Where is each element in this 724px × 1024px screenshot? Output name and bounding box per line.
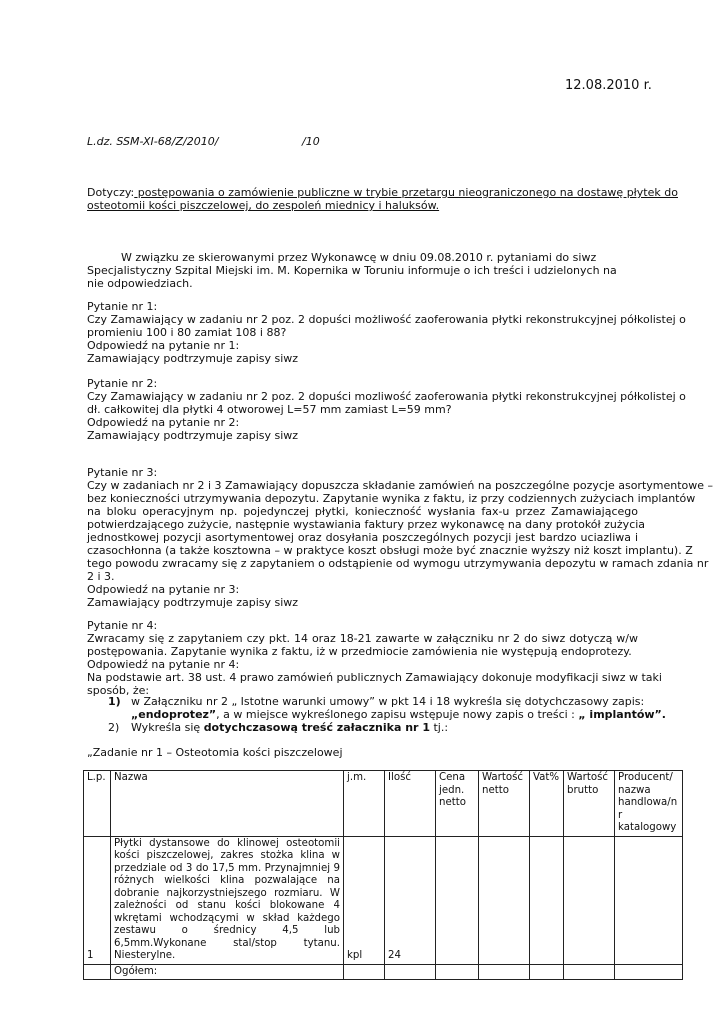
header-cena: Cena jedn. netto — [436, 771, 479, 837]
modification-item-1-line-1: w Załączniku nr 2 „ Istotne warunki umowy” w pkt 14 i 18 wykreśla się dotychczasowy zapis: — [131, 695, 645, 708]
zadanie-title: „Zadanie nr 1 – Osteotomia kości piszczelowej — [87, 746, 343, 759]
question-3-line-3: na bloku operacyjnym np. pojedynczej płytki, konieczność wysłania fax-u przez Zamawiającego — [87, 505, 638, 518]
header-jm: j.m. — [344, 771, 385, 837]
reference-number — [87, 135, 218, 148]
question-4-line-2: postępowania. Zapytanie wynika z faktu, iż w przedmiocie zamówienia nie występują endoprotezy. — [87, 645, 632, 658]
footer-cell — [530, 964, 564, 980]
footer-cell — [344, 964, 385, 980]
row-jm: kpl — [344, 836, 385, 964]
row-producent — [615, 836, 683, 964]
question-3-line-2: bez konieczności utrzymywania depozytu. Zapytanie wynika z faktu, iz przy codziennych zużyciach implantów — [87, 492, 696, 505]
reference-number-suffix: /10 — [302, 135, 320, 148]
answer-3-label: Odpowiedź na pytanie nr 3: — [87, 583, 240, 596]
header-lp: L.p. — [84, 771, 111, 837]
question-3-label: Pytanie nr 3: — [87, 466, 158, 479]
row-ilosc: 24 — [385, 836, 436, 964]
implantow-term: „ implantów”. — [578, 708, 666, 721]
question-1-line-1: Czy Zamawiający w zadaniu nr 2 poz. 2 dopuści możliwość zaoferowania płytki rekonstrukcyjnej półkolistej o — [87, 313, 686, 326]
footer-cell — [479, 964, 530, 980]
answer-2-label: Odpowiedź na pytanie nr 2: — [87, 416, 240, 429]
answer-3-text: Zamawiający podtrzymuje zapisy siwz — [87, 596, 299, 609]
question-4-line-1: Zwracamy się z zapytaniem czy pkt. 14 oraz 18-21 zawarte w załączniku nr 2 do siwz dotyczą w/w — [87, 632, 638, 645]
question-3-line-4: potwierdzającego zużycie, następnie wystawiania faktury przez wykonawcę na dany protokół zużycia — [87, 518, 646, 531]
question-1-label: Pytanie nr 1: — [87, 300, 158, 313]
question-3-line-5: jednostkowej pozycji asortymentowej oraz dosyłania poszczególnych pozycji jest bardzo uciazliwa i — [87, 531, 638, 544]
subject-text-1: postępowania o zamówienie publiczne w trybie przetargu nieograniczonego na dostawę płytek do — [134, 186, 678, 199]
header-ilosc: Ilość — [385, 771, 436, 837]
modification-item-1-middle: , a w miejsce wykreślonego zapisu wstępuje nowy zapis o treści : — [216, 708, 579, 721]
answer-4-line-2: sposób, że: — [87, 684, 150, 697]
question-3-line-7: tego powodu zwracamy się z zapytaniem o odstąpienie od wymogu utrzymywania depozytu w ramach zdania nr — [87, 557, 709, 570]
endoprotez-term: „endoprotez” — [131, 708, 217, 721]
question-4-label: Pytanie nr 4: — [87, 619, 158, 632]
answer-1-text: Zamawiający podtrzymuje zapisy siwz — [87, 352, 299, 365]
table-row — [84, 836, 683, 964]
question-3-line-8: 2 i 3. — [87, 570, 115, 583]
question-2-line-2: dł. całkowitej dla płytki 4 otworowej L=57 mm zamiast L=59 mm? — [87, 403, 452, 416]
answer-2-text: Zamawiający podtrzymuje zapisy siwz — [87, 429, 299, 442]
header-wartosc-netto: Wartość netto — [479, 771, 530, 837]
question-3-line-6: czasochłonna (a także kosztowna – w praktyce koszt obsługi może być znacznie wyższy niż koszt implantu). Z — [87, 544, 693, 557]
modification-item-2-number: 2) — [108, 721, 120, 734]
footer-cell — [615, 964, 683, 980]
reference-number-main: L.dz. SSM-XI-68/Z/2010/ — [87, 135, 219, 148]
header-wartosc-brutto: Wartość brutto — [564, 771, 615, 837]
question-2-label: Pytanie nr 2: — [87, 377, 158, 390]
row-wartosc-netto — [479, 836, 530, 964]
header-nazwa: Nazwa — [111, 771, 344, 837]
modification-item-2-post: tj.: — [429, 721, 449, 734]
modification-item-2-bold: dotychczasową treść załacznika nr 1 — [203, 721, 430, 734]
table-footer-row — [84, 964, 683, 980]
question-2-line-1: Czy Zamawiający w zadaniu nr 2 poz. 2 dopuści mozliwość zaoferowania płytki rekonstrukcyjnej półkolistej o — [87, 390, 686, 403]
footer-cell — [385, 964, 436, 980]
modification-item-1-number: 1) — [108, 695, 121, 708]
footer-cell — [436, 964, 479, 980]
subject-prefix: Dotyczy: — [87, 186, 135, 199]
row-vat — [530, 836, 564, 964]
table-header-row — [84, 771, 683, 837]
intro-line-3: nie odpowiedziach. — [87, 277, 193, 290]
subject-line-1 — [87, 186, 678, 199]
answer-1-label: Odpowiedź na pytanie nr 1: — [87, 339, 240, 352]
footer-label: Ogółem: — [111, 964, 344, 980]
intro-line-1: W związku ze skierowanymi przez Wykonawcę w dniu 09.08.2010 r. pytaniami do siwz — [121, 251, 597, 264]
question-1-line-2: promieniu 100 i 80 zamiat 108 i 88? — [87, 326, 287, 339]
modification-item-2-pre: Wykreśla się — [131, 721, 204, 734]
modification-item-2-text — [131, 721, 448, 734]
answer-4-line-1: Na podstawie art. 38 ust. 4 prawo zamówień publicznych Zamawiający dokonuje modyfikacji siwz w taki — [87, 671, 662, 684]
question-3-line-1: Czy w zadaniach nr 2 i 3 Zamawiający dopuszcza składanie zamówień na poszczególne pozycje asortymentowe – — [87, 479, 714, 492]
row-lp: 1 — [84, 836, 111, 964]
header-producent: Producent/ nazwa handlowa/n r katalogowy — [615, 771, 683, 837]
footer-empty — [84, 964, 111, 980]
header-vat: Vat% — [530, 771, 564, 837]
row-cena — [436, 836, 479, 964]
price-table — [83, 770, 683, 980]
document-date: 12.08.2010 r. — [565, 78, 652, 93]
row-wartosc-brutto — [564, 836, 615, 964]
intro-line-2: Specjalistyczny Szpital Miejski im. M. Kopernika w Toruniu informuje o ich treści i udzielonych na — [87, 264, 617, 277]
answer-4-label: Odpowiedź na pytanie nr 4: — [87, 658, 240, 671]
subject-line-2: osteotomii kości piszczelowej, do zespoleń miednicy i haluksów. — [87, 199, 440, 212]
footer-cell — [564, 964, 615, 980]
modification-item-1-line-2 — [131, 708, 666, 721]
row-nazwa: Płytki dystansowe do klinowej osteotomii kości piszczelowej, zakres stożka klina w przedziale od 3 do 17,5 mm. Przynajmniej 9 różnych wielkości klina pozwalające na dobranie najkorzystniejszego rozmiaru. W zależności od stanu kości blokowane 4 wkrętami wchodzącymi w skład każdego zestawu o średnicy 4,5 lub 6,5mm.Wykonane stal/stop tytanu. Niesterylne. — [111, 836, 344, 964]
